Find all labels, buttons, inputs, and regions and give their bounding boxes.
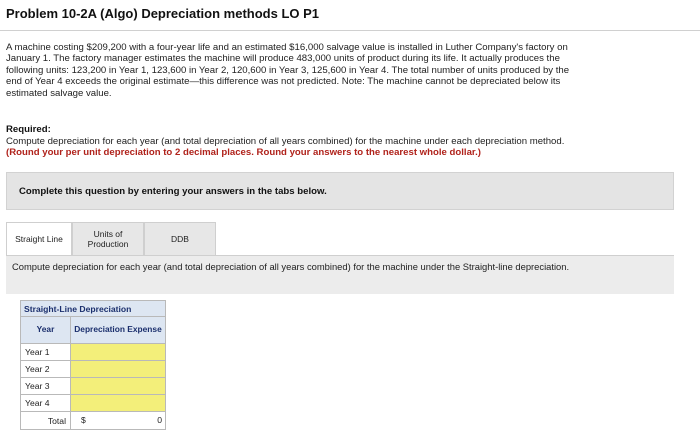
year-4-expense-cell bbox=[71, 395, 166, 412]
table-row bbox=[21, 361, 166, 378]
total-value: 0 bbox=[157, 415, 162, 425]
required-text: Compute depreciation for each year (and total depreciation of all years combined) for the machine under each depreciation method. bbox=[6, 136, 565, 147]
problem-line: end of Year 4 exceeds the original estimate—this difference was not predicted. Note: The machine cannot be depreciated below its bbox=[6, 76, 561, 88]
tab-straight-line[interactable] bbox=[6, 222, 72, 256]
problem-title: Problem 10-2A (Algo) Depreciation methods LO P1 bbox=[6, 6, 320, 21]
tab-label: Straight Line bbox=[15, 234, 63, 244]
rounding-note: (Round your per unit depreciation to 2 decimal places. Round your answers to the nearest whole dollar.) bbox=[6, 147, 481, 158]
problem-line: following units: 123,200 in Year 1, 123,600 in Year 2, 120,600 in Year 3, 125,600 in Year 4. The total number of units produced by the bbox=[6, 64, 570, 76]
title-divider bbox=[0, 30, 700, 31]
year-1-expense-input[interactable] bbox=[71, 345, 165, 360]
year-1-expense-cell bbox=[71, 344, 166, 361]
year-label: Year 4 bbox=[21, 395, 71, 412]
tab-instruction-box bbox=[6, 256, 674, 294]
total-value-cell bbox=[71, 412, 166, 430]
year-2-expense-input[interactable] bbox=[71, 362, 165, 377]
tab-instruction-text: Compute depreciation for each year (and total depreciation of all years combined) for the machine under the Straight-line depreciation. bbox=[12, 261, 570, 272]
year-2-expense-cell bbox=[71, 361, 166, 378]
banner-text: Complete this question by entering your answers in the tabs below. bbox=[19, 186, 327, 197]
straight-line-table bbox=[20, 300, 166, 430]
year-3-expense-input[interactable] bbox=[71, 379, 165, 394]
year-label: Year 1 bbox=[21, 344, 71, 361]
tab-label: DDB bbox=[171, 234, 189, 244]
tab-units-of-production[interactable] bbox=[72, 222, 144, 256]
column-header-expense: Depreciation Expense bbox=[71, 317, 166, 344]
required-heading: Required: bbox=[6, 124, 51, 135]
table-row bbox=[21, 344, 166, 361]
year-3-expense-cell bbox=[71, 378, 166, 395]
year-4-expense-input[interactable] bbox=[71, 396, 165, 411]
tab-label: Units of Production bbox=[87, 229, 129, 249]
table-row bbox=[21, 378, 166, 395]
year-label: Year 2 bbox=[21, 361, 71, 378]
problem-statement bbox=[6, 42, 672, 99]
total-currency: $ bbox=[81, 415, 86, 425]
problem-line: A machine costing $209,200 with a four-year life and an estimated $16,000 salvage value is installed in Luther Company's factory on bbox=[6, 42, 568, 53]
problem-line: estimated salvage value. bbox=[6, 87, 112, 99]
tab-ddb[interactable] bbox=[144, 222, 216, 256]
year-label: Year 3 bbox=[21, 378, 71, 395]
table-caption: Straight-Line Depreciation bbox=[21, 301, 166, 317]
total-label: Total bbox=[21, 412, 71, 430]
total-row bbox=[21, 412, 166, 430]
instructions-banner bbox=[6, 172, 674, 210]
column-header-year: Year bbox=[21, 317, 71, 344]
problem-line: January 1. The factory manager estimates the machine will produce 483,000 units of product during its life. It actually produces the bbox=[6, 53, 560, 65]
table-row bbox=[21, 395, 166, 412]
